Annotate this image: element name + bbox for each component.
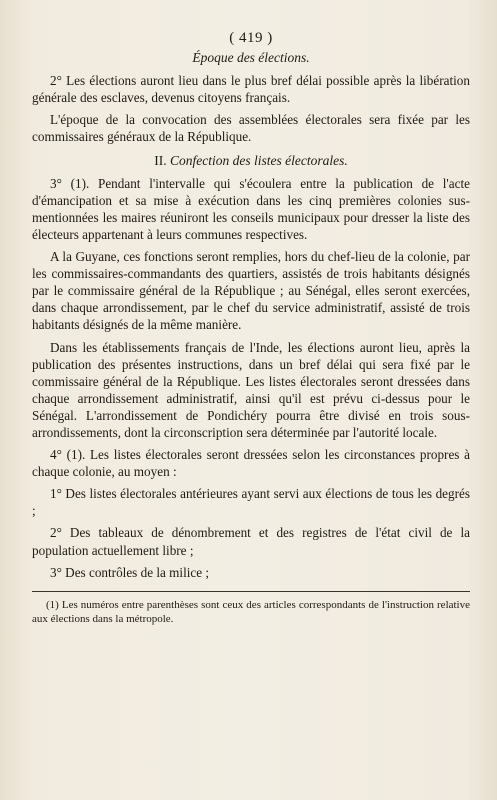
page-number: ( 419 ) bbox=[229, 30, 273, 46]
section-heading bbox=[32, 152, 470, 169]
section-heading-title: Confection des listes électorales. bbox=[170, 152, 348, 168]
footnote-divider bbox=[32, 591, 470, 592]
page-content bbox=[32, 30, 470, 626]
paragraph-inde: Dans les établissements français de l'Inde, les élections auront lieu, après la publication des présentes instructions, dans un bref délai qui sera fixé par le commissaire général de la République. Les listes électorales seront dressées dans chaque arrondissement administratif, ainsi qu'il est prévu ci-dessus pour le Sénégal. L'arrondissement de Pondichéry pourra être divisé en trois sous-arrondissements, dont la circonscription sera déterminée par l'autorité locale. bbox=[32, 339, 470, 440]
paragraph-convocation: L'époque de la convocation des assemblées électorales sera fixée par les commissaires généraux de la République. bbox=[32, 112, 470, 145]
section-numeral: II. bbox=[154, 152, 167, 168]
paragraph-election-timing: 2° Les élections auront lieu dans le plus bref délai possible après la libération générale des esclaves, devenus citoyens français. bbox=[32, 73, 470, 106]
paragraph-guyane: A la Guyane, ces fonctions seront remplies, hors du chef-lieu de la colonie, par les commissaires-commandants des quartiers, assistés de trois habitants désignés par le commissaire général de la République ; au Sénégal, elles seront exercées, dans chaque arrondissement, par le chef du service administratif, assisté de trois habitants désignés de la même manière. bbox=[32, 249, 470, 333]
paragraph-article-3: 3° (1). Pendant l'intervalle qui s'écoulera entre la publication de l'acte d'émancipation et sa mise à exécution dans les cinq premières colonies sus-mentionnées les maires réuniront les conseils municipaux pour dresser la liste des électeurs appartenant à leurs communes respectives. bbox=[32, 175, 470, 242]
section-title: Époque des élections. bbox=[192, 50, 310, 66]
list-item-2: 2° Des tableaux de dénombrement et des registres de l'état civil de la population actuellement libre ; bbox=[32, 525, 470, 558]
list-item-3: 3° Des contrôles de la milice ; bbox=[50, 564, 210, 580]
paragraph-article-4: 4° (1). Les listes électorales seront dressées selon les circonstances propres à chaque colonie, au moyen : bbox=[32, 447, 470, 480]
list-item-1: 1° Des listes électorales antérieures ayant servi aux élections de tous les degrés ; bbox=[32, 486, 470, 519]
footnote: (1) Les numéros entre parenthèses sont ceux des articles correspondants de l'instruction relative aux élections dans la métropole. bbox=[32, 598, 470, 625]
